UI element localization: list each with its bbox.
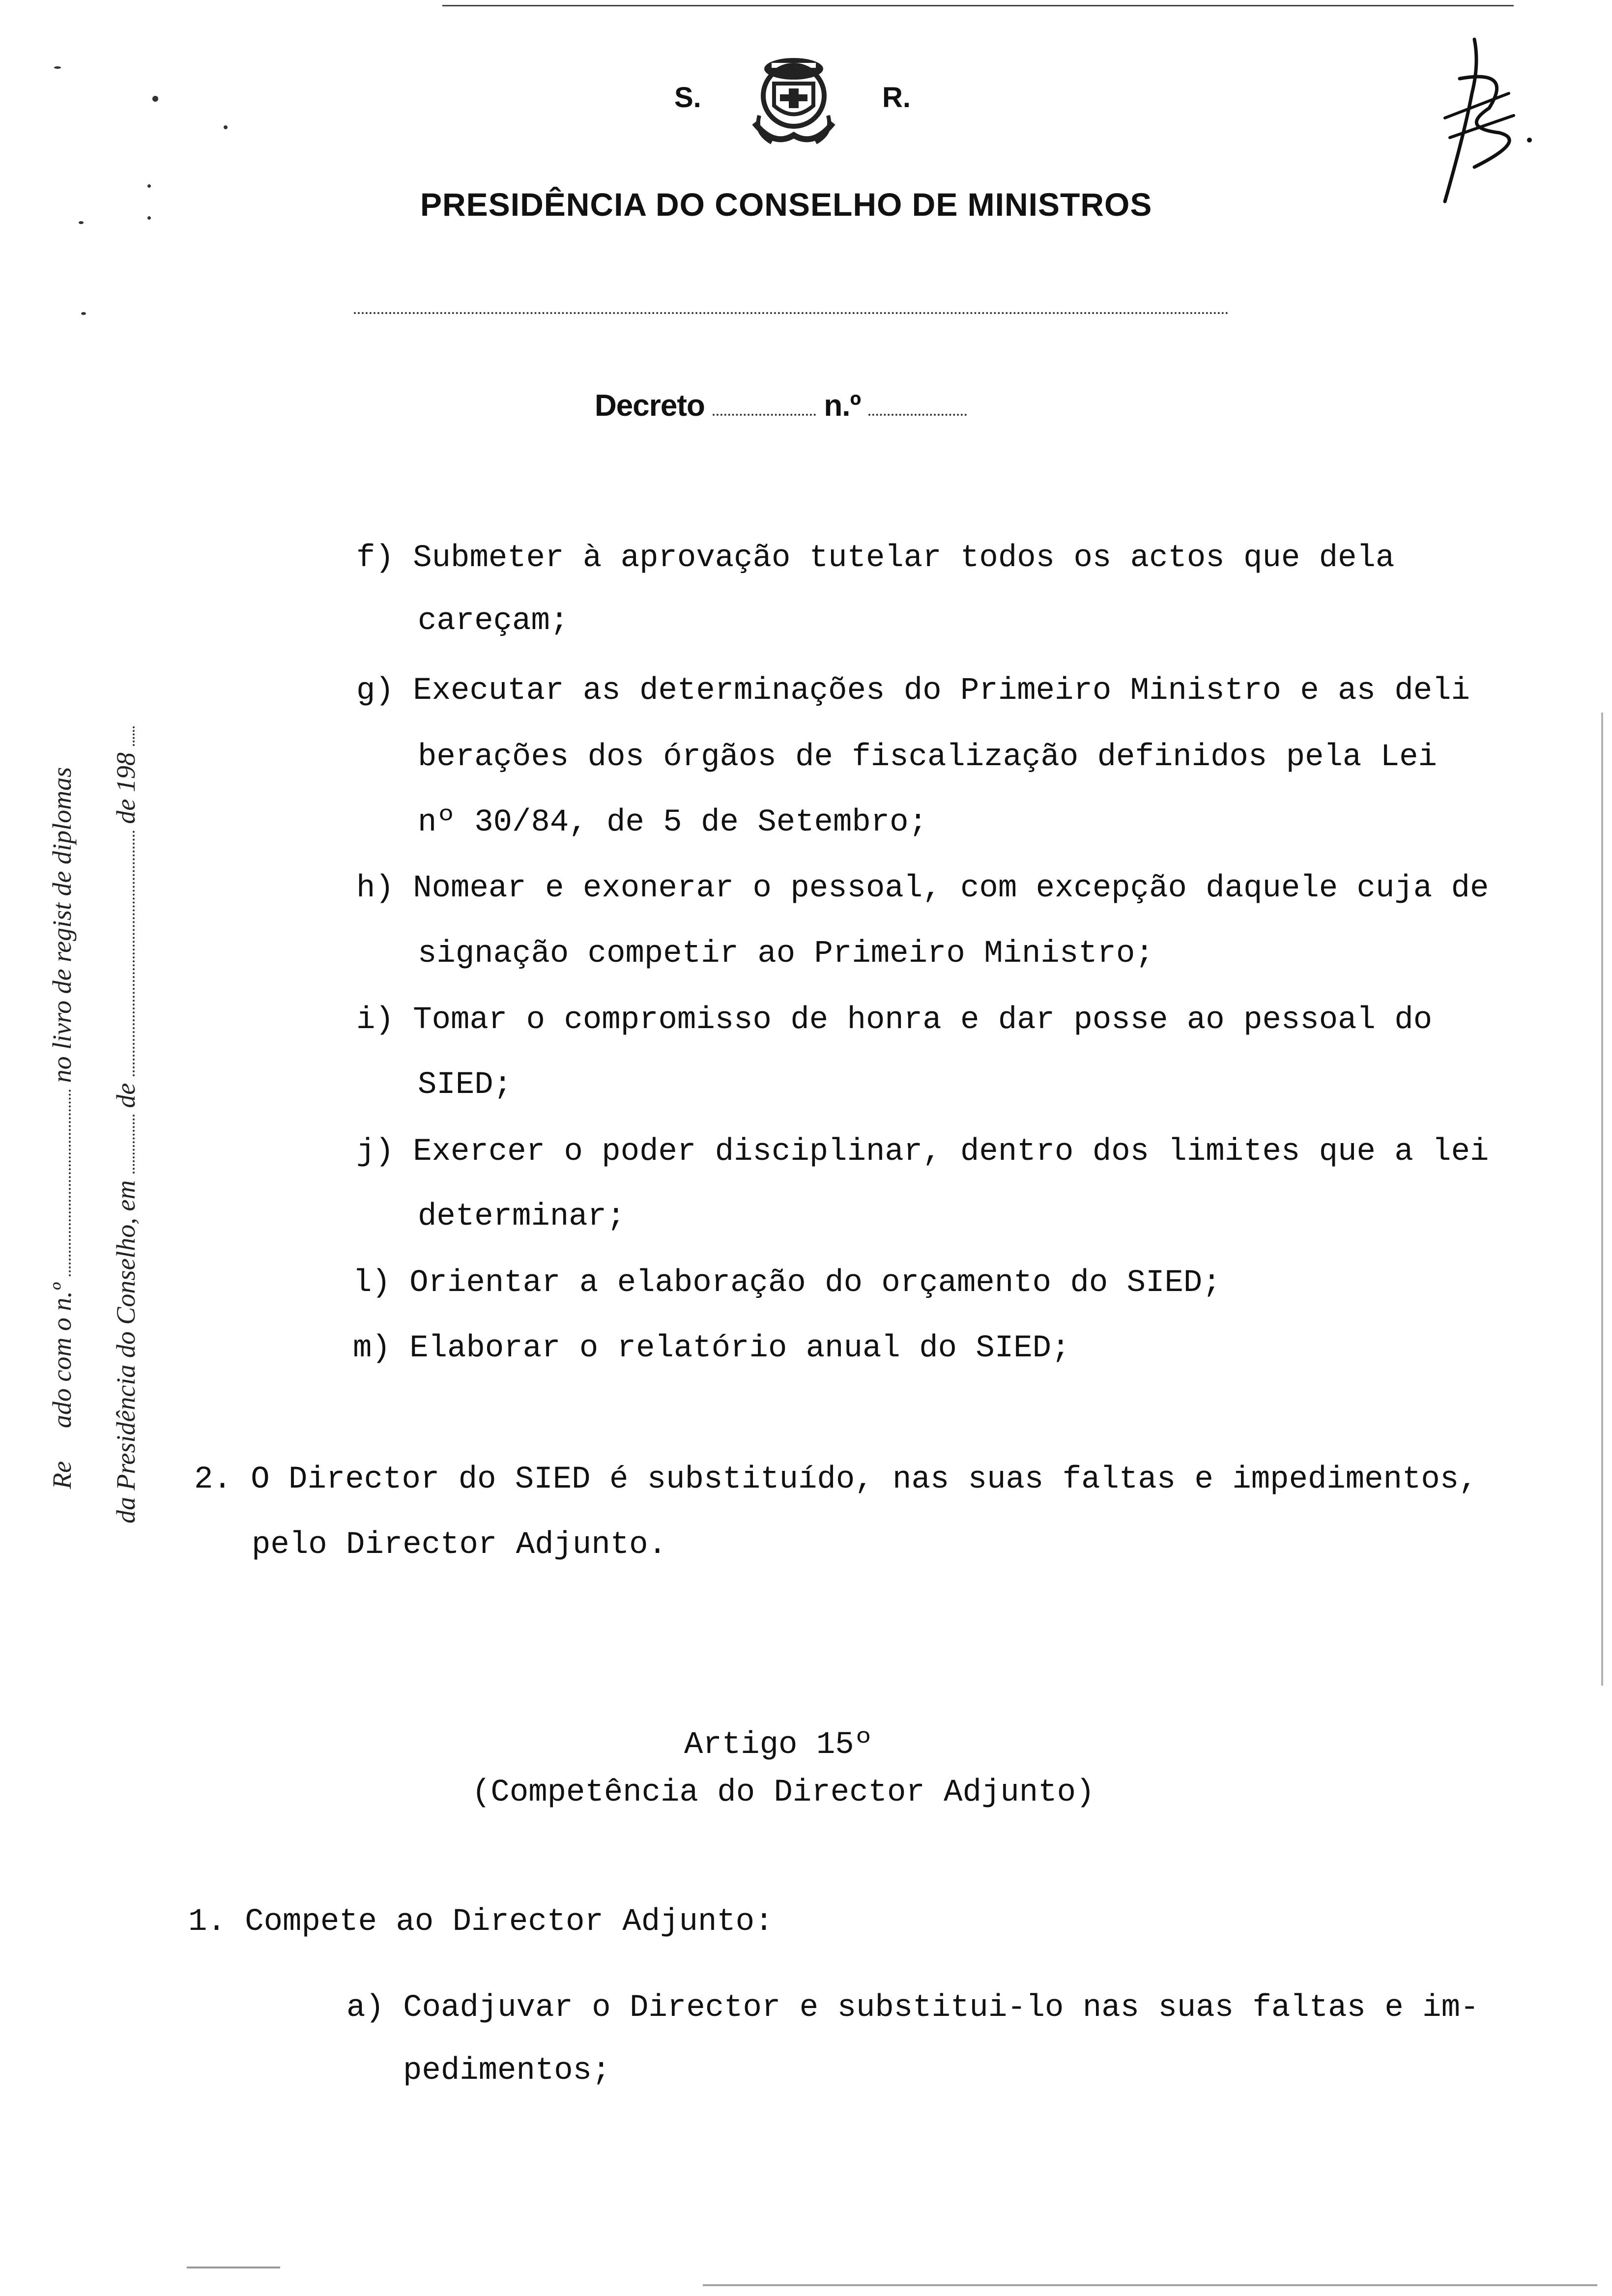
scan-speck (152, 96, 158, 102)
decree-label: Decreto (595, 389, 705, 423)
scan-speck (81, 312, 86, 315)
item-f-line-2: careçam; (418, 603, 569, 639)
decree-blank (713, 408, 816, 416)
item-h-line-1: h) Nomear e exonerar o pessoal, com excepção daquele cuja de (356, 871, 1489, 906)
scan-speck (147, 216, 151, 220)
margin-note-registry-line: Re ado com o n.º no livro de regist de diplomas (47, 767, 77, 1489)
article-title: (Competência do Director Adjunto) (472, 1775, 1095, 1810)
scan-speck (147, 184, 151, 188)
paragraph-2-line-2: pelo Director Adjunto. (252, 1527, 667, 1563)
item-h-line-2: signação competir ao Primeiro Ministro; (418, 936, 1154, 972)
item-j-line-2: determinar; (418, 1199, 626, 1234)
coat-of-arms-emblem (745, 49, 843, 152)
header-letter-s: S. (674, 82, 701, 114)
scan-edge-mark (1601, 713, 1603, 1686)
item-a-line-2: pedimentos; (403, 2053, 611, 2089)
paragraph-2-line-1: 2. O Director do SIED é substituído, nas suas faltas e impedimentos, (194, 1462, 1478, 1497)
scan-edge-mark (187, 2267, 280, 2268)
scan-speck (54, 66, 61, 69)
header-letter-r: R. (882, 82, 911, 114)
item-i-line-2: SIED; (418, 1067, 513, 1103)
item-a-line-1: a) Coadjuvar o Director e substitui-lo nas suas faltas e im- (346, 1990, 1479, 2026)
paragraph-1: 1. Compete ao Director Adjunto: (188, 1904, 774, 1940)
number-label: n.º (824, 389, 861, 423)
scan-speck (79, 221, 84, 224)
item-l-line-1: l) Orientar a elaboração do orçamento do SIED; (353, 1265, 1221, 1301)
scan-edge-mark (703, 2284, 1597, 2286)
ministry-title: PRESIDÊNCIA DO CONSELHO DE MINISTROS (420, 186, 1152, 223)
item-i-line-1: i) Tomar o compromisso de honra e dar posse ao pessoal do (356, 1003, 1433, 1038)
handwritten-initials-signature (1415, 34, 1543, 211)
dotted-separator-line (354, 312, 1229, 314)
item-g-line-1: g) Executar as determinações do Primeiro Ministro e as deli (356, 673, 1470, 709)
number-blank (868, 408, 967, 416)
item-g-line-3: nº 30/84, de 5 de Setembro; (418, 805, 927, 840)
decree-number-field (595, 388, 967, 423)
item-f-line-1: f) Submeter à aprovação tutelar todos os actos que dela (356, 541, 1395, 576)
item-m-line-1: m) Elaborar o relatório anual do SIED; (353, 1331, 1070, 1366)
scan-speck (224, 125, 228, 129)
article-number: Artigo 15º (684, 1727, 873, 1763)
item-j-line-1: j) Exercer o poder disciplinar, dentro dos limites que a lei (356, 1134, 1489, 1170)
top-edge-line (442, 5, 1514, 6)
item-g-line-2: berações dos órgãos de fiscalização definidos pela Lei (418, 740, 1437, 775)
margin-note-date-line: da Presidência do Conselho, em de de 198 (111, 726, 141, 1523)
